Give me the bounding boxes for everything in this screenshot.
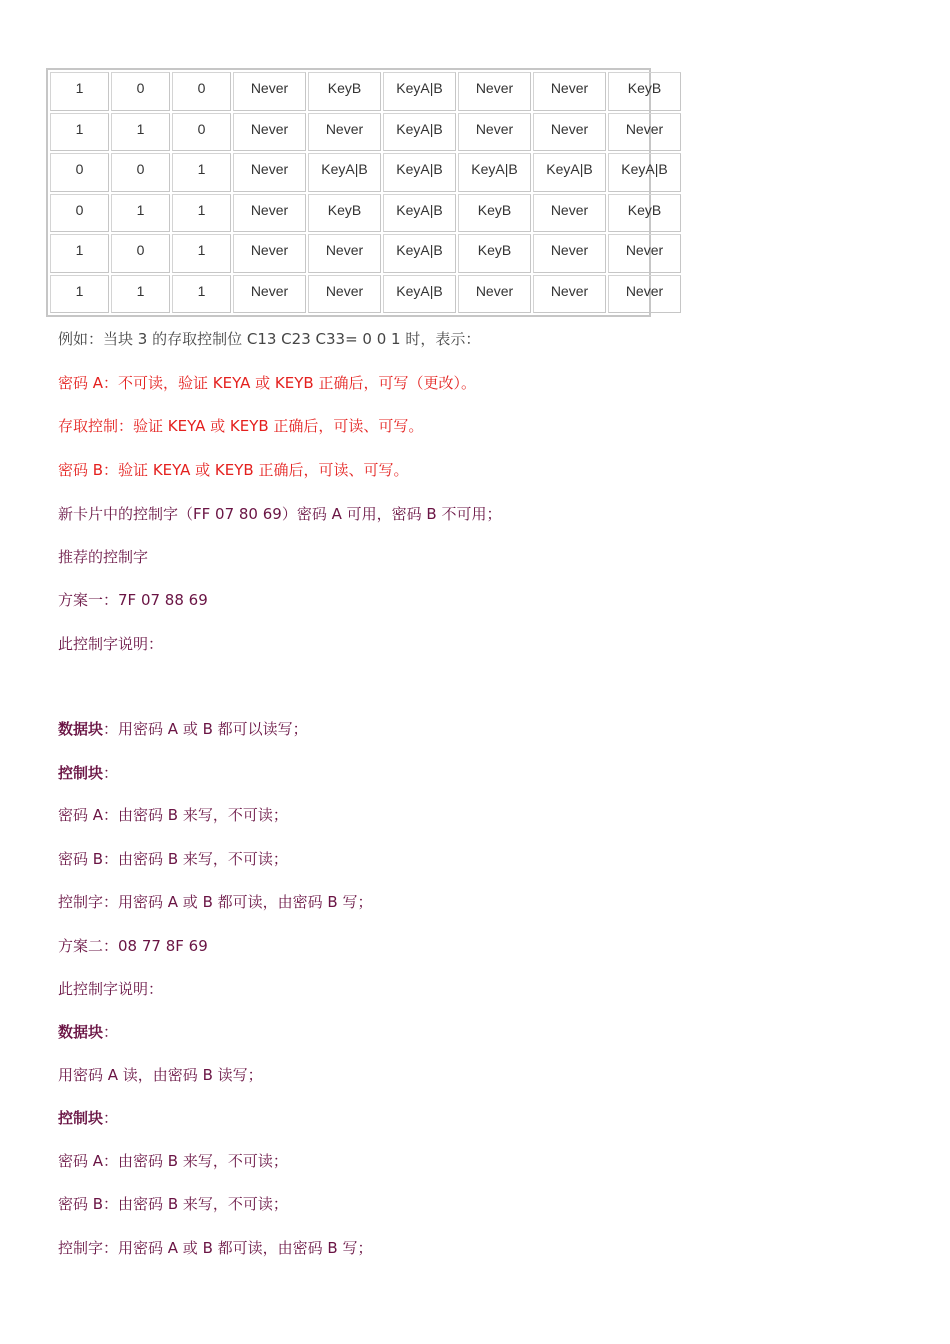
recommended-heading: 推荐的控制字	[58, 548, 149, 566]
table-cell: Never	[608, 113, 681, 152]
table-cell: KeyA|B	[383, 72, 456, 111]
scheme1-control-block-label: 控制块	[58, 764, 104, 782]
scheme2-title: 方案二：08 77 8F 69	[58, 937, 208, 955]
table-row	[50, 234, 681, 273]
table-cell: 0	[50, 194, 109, 233]
table-cell: KeyA|B	[383, 113, 456, 152]
scheme1-control-block-colon: ：	[103, 764, 119, 782]
table-cell: Never	[233, 234, 306, 273]
scheme2-control-block-label: 控制块	[58, 1109, 104, 1127]
table-cell: Never	[308, 275, 381, 314]
table-cell: Never	[533, 72, 606, 111]
table-cell: KeyA|B	[383, 194, 456, 233]
table-cell: 0	[50, 153, 109, 192]
scheme2-data-block-label: 数据块	[58, 1023, 104, 1041]
table-cell: KeyB	[608, 72, 681, 111]
table-cell: 1	[111, 194, 170, 233]
table-cell: Never	[233, 72, 306, 111]
table-row	[50, 113, 681, 152]
access-control-permission-line: 存取控制：验证 KEYA 或 KEYB 正确后，可读、可写。	[58, 417, 424, 435]
table-cell: 1	[111, 275, 170, 314]
table-cell: 1	[50, 234, 109, 273]
table-cell: KeyA|B	[458, 153, 531, 192]
table-cell: 1	[172, 153, 231, 192]
key-b-permission-line: 密码 B：验证 KEYA 或 KEYB 正确后，可读、可写。	[58, 461, 409, 479]
scheme2-control-word: 控制字：用密码 A 或 B 都可读，由密码 B 写；	[58, 1239, 373, 1257]
table-cell: Never	[533, 194, 606, 233]
table-cell: 0	[111, 72, 170, 111]
scheme2-key-a: 密码 A：由密码 B 来写，不可读；	[58, 1152, 288, 1170]
scheme2-desc: 此控制字说明：	[58, 980, 164, 998]
table-cell: Never	[458, 72, 531, 111]
table-cell: 1	[172, 275, 231, 314]
scheme1-data-block	[58, 719, 308, 739]
table-cell: Never	[233, 275, 306, 314]
scheme1-data-block-text: ：用密码 A 或 B 都可以读写；	[103, 720, 308, 738]
table-cell: 0	[172, 113, 231, 152]
table-cell: Never	[233, 113, 306, 152]
access-condition-table	[46, 68, 668, 317]
key-a-permission-line: 密码 A：不可读，验证 KEYA 或 KEYB 正确后，可写（更改）。	[58, 374, 476, 392]
table-cell: 1	[172, 194, 231, 233]
access-table	[48, 70, 683, 315]
table-cell: KeyB	[308, 72, 381, 111]
table-cell: KeyA|B	[383, 153, 456, 192]
access-table-body	[50, 72, 681, 313]
table-cell: 1	[172, 234, 231, 273]
example-line: 例如：当块 3 的存取控制位 C13 C23 C33= 0 0 1 时，表示：	[58, 330, 481, 348]
table-cell: 1	[50, 275, 109, 314]
new-card-line: 新卡片中的控制字（FF 07 80 69）密码 A 可用，密码 B 不可用；	[58, 505, 502, 523]
table-cell: KeyB	[308, 194, 381, 233]
table-cell: Never	[533, 234, 606, 273]
table-cell: Never	[458, 275, 531, 314]
table-cell: 0	[111, 234, 170, 273]
table-cell: KeyA|B	[608, 153, 681, 192]
table-row	[50, 153, 681, 192]
scheme1-control-block	[58, 763, 118, 783]
table-cell: 0	[111, 153, 170, 192]
table-cell: Never	[608, 234, 681, 273]
scheme2-data-block-text: 用密码 A 读，由密码 B 读写；	[58, 1066, 263, 1084]
scheme2-key-b: 密码 B：由密码 B 来写，不可读；	[58, 1195, 288, 1213]
table-cell: Never	[233, 153, 306, 192]
table-cell: KeyB	[458, 234, 531, 273]
scheme2-data-block	[58, 1022, 118, 1042]
scheme1-desc: 此控制字说明：	[58, 635, 164, 653]
table-cell: Never	[533, 275, 606, 314]
table-cell: Never	[458, 113, 531, 152]
table-cell: Never	[533, 113, 606, 152]
table-cell: KeyA|B	[383, 275, 456, 314]
table-cell: 1	[50, 72, 109, 111]
scheme1-key-b: 密码 B：由密码 B 来写，不可读；	[58, 850, 288, 868]
scheme2-control-block-colon: ：	[103, 1109, 119, 1127]
table-cell: KeyA|B	[308, 153, 381, 192]
table-cell: 1	[50, 113, 109, 152]
scheme2-control-block	[58, 1108, 118, 1128]
table-cell: 0	[172, 72, 231, 111]
scheme1-key-a: 密码 A：由密码 B 来写，不可读；	[58, 806, 288, 824]
table-row	[50, 72, 681, 111]
table-cell: Never	[608, 275, 681, 314]
scheme1-data-block-label: 数据块	[58, 720, 104, 738]
table-cell: 1	[111, 113, 170, 152]
table-cell: KeyA|B	[533, 153, 606, 192]
table-cell: KeyB	[458, 194, 531, 233]
scheme1-control-word: 控制字：用密码 A 或 B 都可读，由密码 B 写；	[58, 893, 373, 911]
table-cell: Never	[308, 234, 381, 273]
scheme2-data-block-colon: ：	[103, 1023, 119, 1041]
table-row	[50, 275, 681, 314]
table-cell: KeyA|B	[383, 234, 456, 273]
table-cell: Never	[233, 194, 306, 233]
table-cell: KeyB	[608, 194, 681, 233]
table-cell: Never	[308, 113, 381, 152]
table-row	[50, 194, 681, 233]
scheme1-title: 方案一：7F 07 88 69	[58, 591, 208, 609]
